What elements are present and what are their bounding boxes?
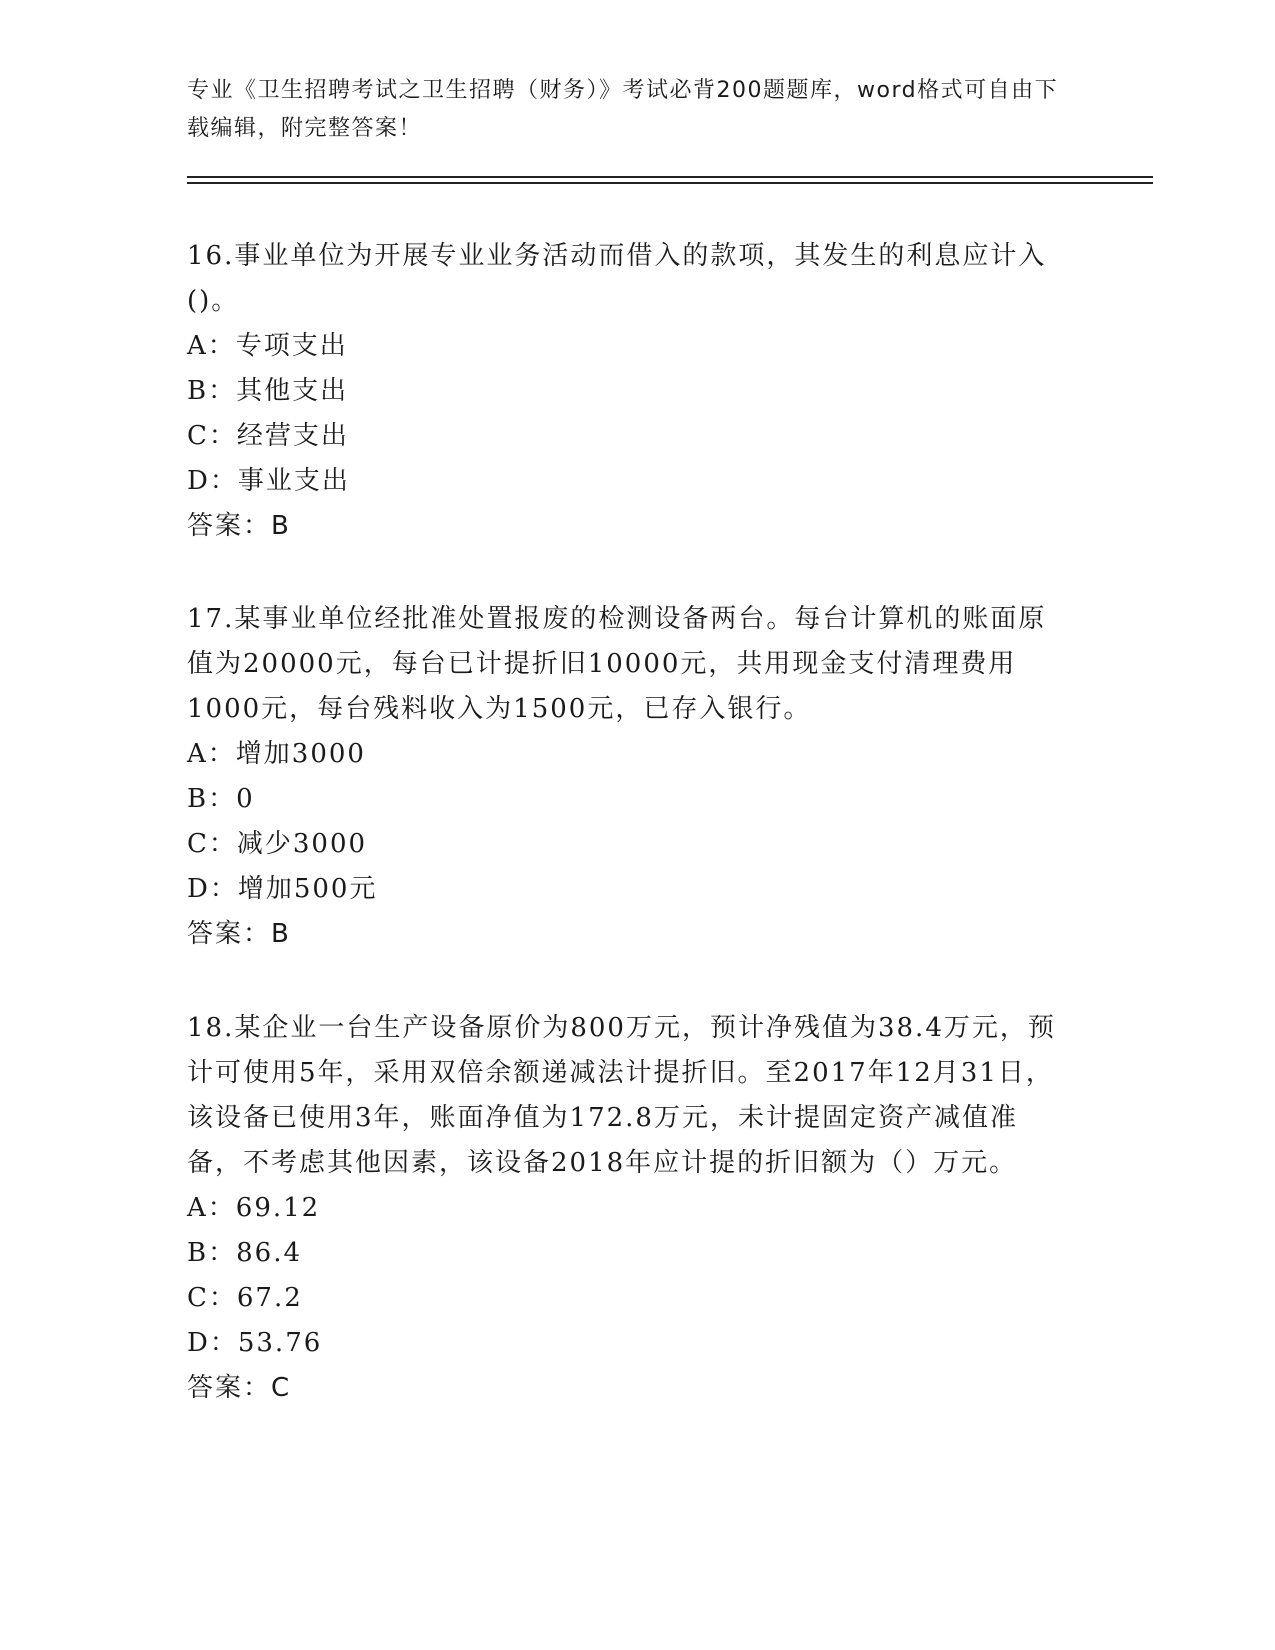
option-d: D：53.76: [187, 1328, 323, 1358]
option-b: B：其他支出: [187, 376, 349, 406]
question-stem: 17.某事业单位经批准处置报废的检测设备两台。每台计算机的账面原值为20000元，每台已计提折旧10000元，共用现金支付清理费用1000元，每台残料收入为1500元，已存入银行。: [187, 604, 1047, 724]
option-a: A：增加3000: [187, 739, 366, 769]
answer: 答案：B: [187, 511, 291, 541]
option-a: A：专项支出: [187, 331, 348, 361]
option-b: B：86.4: [187, 1238, 302, 1268]
question-18: [187, 1006, 1067, 1411]
option-d: D：事业支出: [187, 466, 350, 496]
answer: 答案：C: [187, 1373, 292, 1403]
option-a: A：69.12: [187, 1193, 321, 1223]
option-c: C：经营支出: [187, 421, 349, 451]
header-divider-bottom: [187, 182, 1153, 184]
document-header: 专业《卫生招聘考试之卫生招聘（财务）》考试必背200题题库，word格式可自由下载编辑，附完整答案！: [187, 78, 1059, 141]
question-17: [187, 597, 1067, 957]
question-stem: 16.事业单位为开展专业业务活动而借入的款项，其发生的利息应计入()。: [187, 241, 1047, 316]
header-divider-top: [187, 176, 1153, 178]
question-stem: 18.某企业一台生产设备原价为800万元，预计净残值为38.4万元，预计可使用5年，采用双倍余额递减法计提折旧。至2017年12月31日，该设备已使用3年，账面净值为172.8万元，未计提固定资产减值准备，不考虑其他因素，该设备2018年应计提的折旧额为（）万元。: [187, 1013, 1056, 1178]
option-b: B：0: [187, 784, 255, 814]
answer: 答案：B: [187, 919, 291, 949]
option-c: C：67.2: [187, 1283, 303, 1313]
option-d: D：增加500元: [187, 874, 378, 904]
option-c: C：减少3000: [187, 829, 368, 859]
question-16: [187, 234, 1067, 549]
